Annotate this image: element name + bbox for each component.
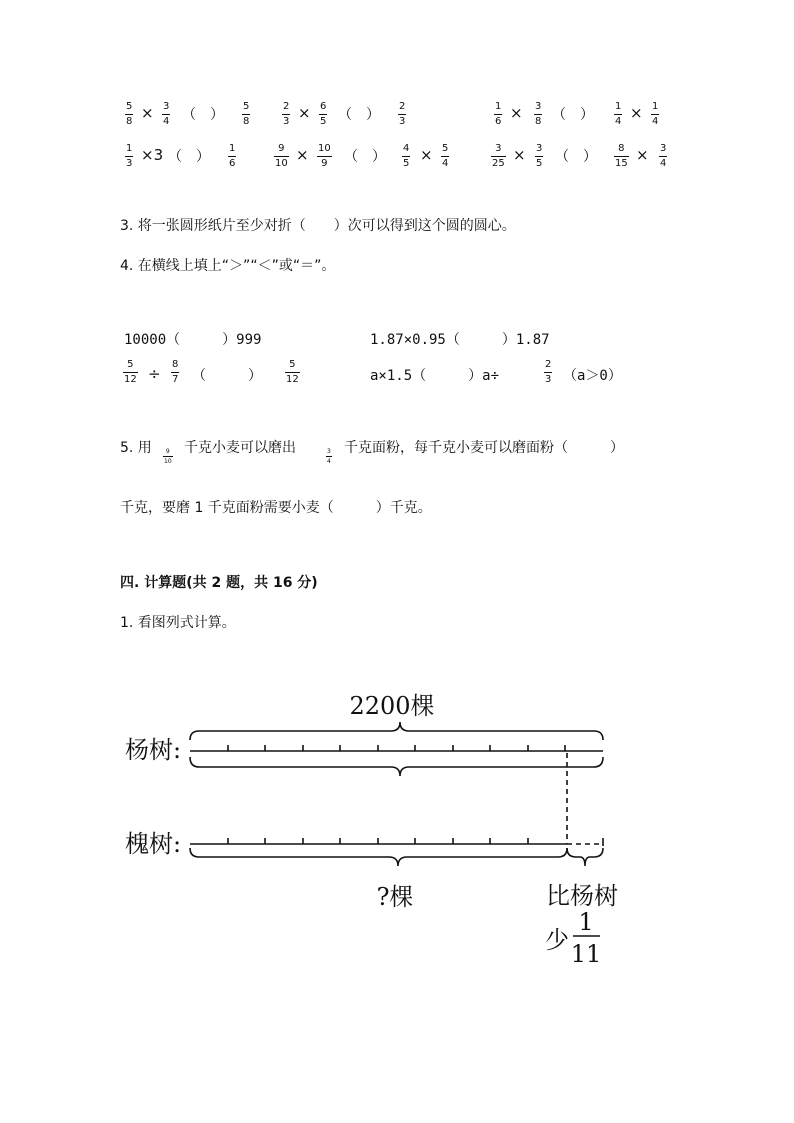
- times-sign: ×: [141, 104, 154, 122]
- times-sign: ×: [296, 146, 309, 164]
- yang-label: 杨树:: [125, 736, 182, 764]
- fraction: 9 10: [275, 143, 288, 169]
- times-sign: ×: [298, 104, 311, 122]
- bottom-label: ?棵: [376, 883, 414, 911]
- times-sign: ×: [513, 146, 526, 164]
- question-3: 3. 将一张圆形纸片至少对折（ ）次可以得到这个圆的圆心。: [120, 218, 516, 234]
- fraction: 3 4: [327, 448, 331, 465]
- top-brace: [190, 722, 603, 740]
- fraction: 3 25: [492, 143, 505, 169]
- answer-blank[interactable]: （ ）: [552, 107, 594, 123]
- fraction: 1 6: [229, 143, 236, 169]
- fraction: 3 8: [535, 101, 542, 127]
- fraction: 3 5: [536, 143, 543, 169]
- fraction: 8 15: [615, 143, 628, 169]
- frac-denominator: 11: [570, 940, 602, 968]
- q4-compare-1[interactable]: 10000（ ）999: [124, 332, 262, 348]
- fraction: 8 7: [172, 359, 179, 385]
- q5-text-2: 千克小麦可以磨出: [184, 440, 296, 456]
- fraction: 9 10: [164, 448, 172, 465]
- times-sign: ×: [636, 146, 649, 164]
- divide-sign: ÷: [148, 365, 161, 383]
- answer-blank[interactable]: （ ）: [182, 107, 224, 123]
- fraction: 1 4: [652, 101, 659, 127]
- answer-blank[interactable]: （ ）: [338, 107, 380, 123]
- fraction: 6 5: [320, 101, 327, 127]
- answer-blank[interactable]: （ ）: [168, 149, 210, 165]
- q5-text-4[interactable]: 千克，要磨 1 千克面粉需要小麦（ ）千克。: [120, 500, 432, 516]
- huai-label: 槐树:: [125, 830, 182, 858]
- fraction: 1 3: [126, 143, 133, 169]
- fraction: 2 3: [283, 101, 290, 127]
- yang-bottom-brace: [190, 757, 603, 776]
- q4-compare-2[interactable]: 1.87×0.95（ ）1.87: [370, 332, 550, 348]
- q4-compare-4[interactable]: a×1.5（ ）a÷: [370, 368, 500, 384]
- times-sign: ×: [420, 146, 433, 164]
- fraction: 1 4: [615, 101, 622, 127]
- fraction: 2 3: [545, 359, 552, 385]
- side-label-2: 少: [545, 926, 569, 954]
- fraction: 3 4: [660, 143, 667, 169]
- yang-ticks: [228, 745, 565, 751]
- times-sign: ×: [510, 104, 523, 122]
- q5-text-1: 5. 用: [120, 440, 152, 456]
- fraction: 5 4: [442, 143, 449, 169]
- difference-brace: [567, 848, 603, 866]
- fraction: 5 8: [243, 101, 250, 127]
- fraction: 1 6: [495, 101, 502, 127]
- huai-bottom-brace: [190, 848, 567, 866]
- answer-blank[interactable]: （ ）: [344, 149, 386, 165]
- huai-ticks: [228, 838, 528, 844]
- question-4-1: 1. 看图列式计算。: [120, 615, 236, 631]
- section-heading: 四. 计算题(共 2 题，共 16 分): [120, 575, 318, 591]
- fraction: 5 8: [126, 101, 133, 127]
- answer-blank[interactable]: （ ）: [555, 149, 597, 165]
- fraction: 3 4: [163, 101, 170, 127]
- times-sign: ×: [630, 104, 643, 122]
- q4-compare-3-blank[interactable]: （ ）: [192, 368, 262, 384]
- frac-numerator: 1: [578, 908, 594, 936]
- q5-text-3[interactable]: 千克面粉，每千克小麦可以磨面粉（ ）: [344, 440, 624, 456]
- times-three: ×3: [141, 146, 164, 164]
- fraction: 5 12: [124, 359, 137, 385]
- top-label: 2200棵: [349, 692, 435, 720]
- fraction: 5 12: [286, 359, 299, 385]
- fraction: 2 3: [399, 101, 406, 127]
- q4-condition: （a＞0）: [563, 368, 622, 384]
- question-4-title: 4. 在横线上填上“＞”“＜”或“＝”。: [120, 258, 336, 274]
- fraction: 10 9: [318, 143, 331, 169]
- fraction: 4 5: [403, 143, 410, 169]
- side-label-1: 比杨树: [546, 882, 618, 910]
